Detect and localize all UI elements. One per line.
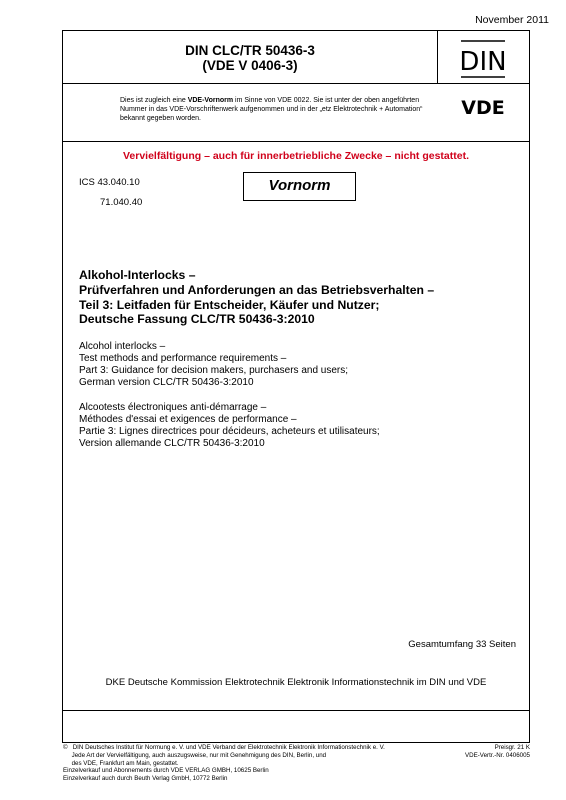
- footer-line: des VDE, Frankfurt am Main, gestattet.: [63, 759, 179, 767]
- notice-text-after: im Sinne von VDE 0022. Sie ist unter der oben angeführten Nummer in das VDE-Vorschriftenwerk aufgenommen und in der „etz Elektrotechnik + Automation“ bekannt gegeben worden.: [120, 97, 423, 122]
- title-line: German version CLC/TR 50436-3:2010: [79, 377, 254, 388]
- order-number: VDE-Vertr.-Nr. 0406005: [465, 751, 530, 759]
- price-group: Preisgr. 21 K: [494, 744, 530, 751]
- din-logo: [458, 39, 508, 79]
- document-number-line2: (VDE V 0406-3): [202, 58, 298, 73]
- footer-line: Jede Art der Vervielfältigung, auch auszugsweise, nur mit Genehmigung des DIN, Berlin, und: [63, 751, 327, 759]
- committee-name: DKE Deutsche Kommission Elektrotechnik Elektronik Informationstechnik im DIN und VDE: [105, 677, 487, 688]
- title-german: [79, 268, 519, 327]
- divider: [63, 141, 529, 142]
- publication-date: November 2011: [475, 14, 549, 26]
- divider: [63, 83, 529, 84]
- price-info: [465, 744, 530, 760]
- title-line: Méthodes d'essai et exigences de performance –: [79, 414, 297, 425]
- document-number: [63, 43, 437, 73]
- svg-text:VDE: VDE: [461, 97, 505, 117]
- title-english: [79, 341, 519, 389]
- title-line: Version allemande CLC/TR 50436-3:2010: [79, 438, 265, 449]
- reproduction-notice: Vervielfältigung – auch für innerbetriebliche Zwecke – nicht gestattet.: [122, 150, 469, 162]
- ics-codes: [79, 173, 142, 213]
- document-number-line1: DIN CLC/TR 50436-3: [185, 43, 315, 58]
- cover-frame: [62, 30, 530, 743]
- footer-line: © DIN Deutsches Institut für Normung e. V. und VDE Verband der Elektrotechnik Elektronik Informationstechnik e. V.: [63, 744, 385, 751]
- title-line: Alkohol-Interlocks –: [79, 268, 196, 282]
- total-pages: Gesamtumfang 33 Seiten: [408, 639, 516, 650]
- title-line: Alcootests électroniques anti-démarrage –: [79, 402, 267, 413]
- title-line: Alcohol interlocks –: [79, 341, 166, 352]
- footer-line: Einzelverkauf auch durch Beuth Verlag GmbH, 10772 Berlin: [63, 775, 228, 783]
- title-line: Partie 3: Lignes directrices pour décideurs, acheteurs et utilisateurs;: [79, 426, 380, 437]
- status-box: Vornorm: [243, 172, 356, 201]
- title-line: Test methods and performance requirements –: [79, 353, 287, 364]
- svg-text:DIN: DIN: [459, 47, 507, 77]
- title-line: Prüfverfahren und Anforderungen an das Betriebsverhalten –: [79, 282, 435, 297]
- title-french: [79, 402, 519, 450]
- title-line: Deutsche Fassung CLC/TR 50436-3:2010: [79, 312, 315, 327]
- vde-logo: [448, 97, 518, 117]
- title-line: Teil 3: Leitfaden für Entscheider, Käufer und Nutzer;: [79, 297, 380, 312]
- ics-label: ICS 43.040.10: [79, 177, 140, 188]
- vde-notice: [120, 96, 430, 123]
- divider: [63, 710, 529, 711]
- copyright-footer: [63, 744, 443, 783]
- title-line: Part 3: Guidance for decision makers, purchasers and users;: [79, 365, 349, 376]
- notice-text-before: Dies ist zugleich eine: [120, 97, 188, 104]
- divider: [437, 31, 438, 83]
- footer-line: Einzelverkauf und Abonnements durch VDE VERLAG GMBH, 10625 Berlin: [63, 767, 269, 775]
- ics-code-2: 71.040.40: [100, 197, 143, 208]
- notice-highlight: VDE-Vornorm: [187, 97, 234, 104]
